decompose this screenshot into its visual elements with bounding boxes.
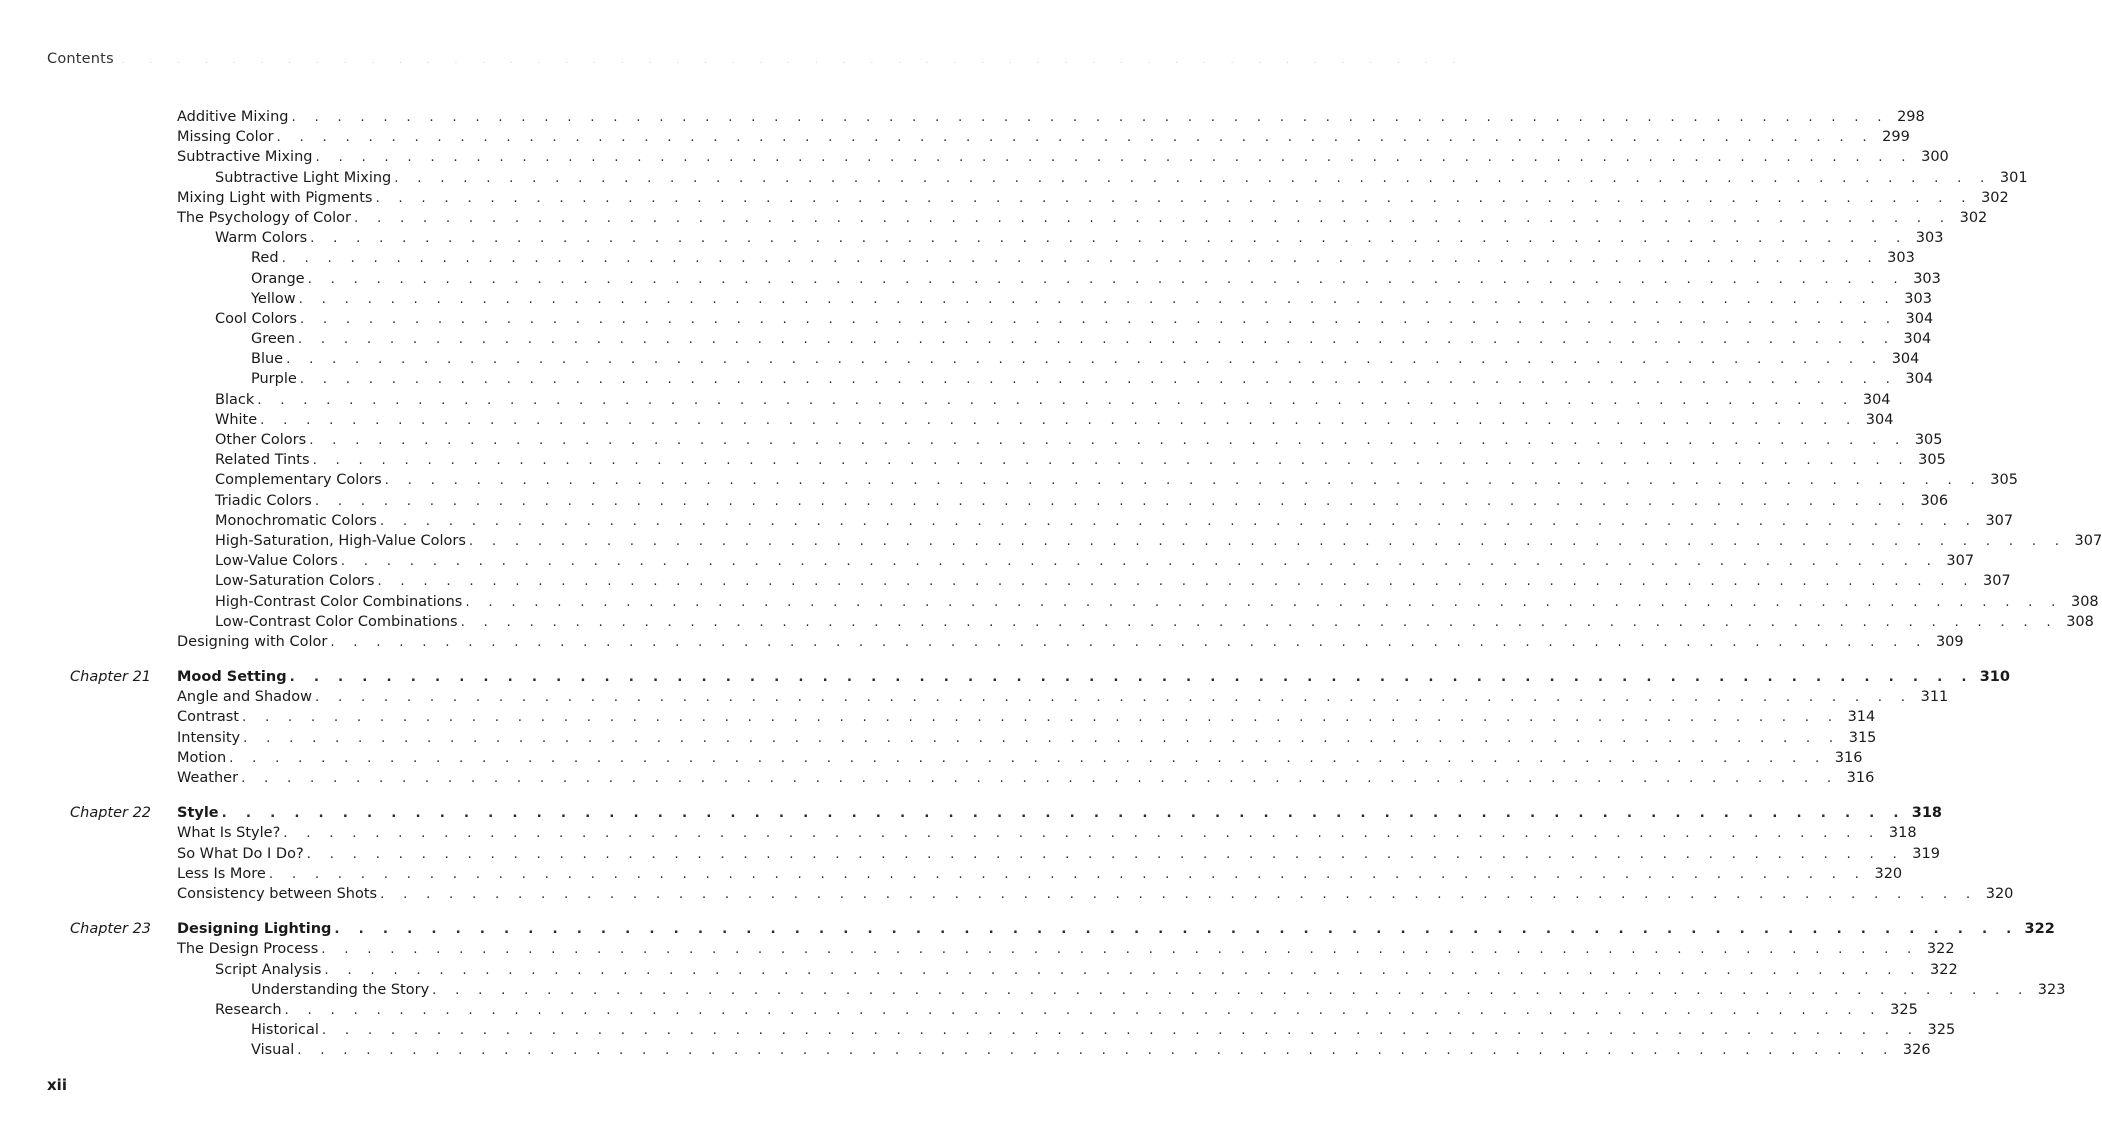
toc-entry-title: Green [251, 331, 295, 348]
toc-entry [0, 980, 2066, 1000]
toc-page-number: 307 [1983, 573, 2011, 590]
toc-page-number: 311 [1920, 689, 1949, 706]
toc-entry-title: Designing with Color [177, 633, 328, 650]
toc-page-number: 304 [1905, 371, 1934, 388]
page-number: xii [47, 1076, 67, 1094]
toc-page-number: 323 [2037, 981, 2066, 998]
toc-entry-line [251, 329, 1932, 349]
toc-entry-line [177, 864, 1903, 884]
toc-entry [0, 127, 1910, 147]
toc-entry-line [177, 939, 1955, 959]
running-head-leader: . . . . . . . . . . . . . . . . . . . . . . . . . . . . . . . . . . . . . . . . . . . . . . . . . [121, 56, 1467, 66]
toc-entry [0, 410, 1894, 430]
toc-entry-title: Blue [251, 351, 284, 368]
toc-page-number: 307 [2074, 532, 2102, 549]
toc-dot-leader: . . . . . . . . . . . . . . . . . . . . . . . . . . . . . . . . . . . . . . . . . . . . . . . . . . . . . . . . . . . . . . . . . . . . . . [321, 1022, 1920, 1039]
toc-dot-leader: . . . . . . . . . . . . . . . . . . . . . . . . . . . . . . . . . . . . . . . . . . . . . . . . . . . . . . . . . . . . . . . . . . . . . . [394, 169, 1992, 186]
chapter-label: Chapter 22 [70, 805, 152, 822]
toc-entry-line [177, 884, 2014, 904]
toc-entry-line [215, 410, 1894, 430]
toc-page-number: 304 [1862, 391, 1891, 408]
toc-entry [0, 884, 2014, 904]
toc-page-number: 325 [1890, 1001, 1918, 1018]
toc-dot-leader: . . . . . . . . . . . . . . . . . . . . . . . . . . . . . . . . . . . . . . . . . . . . . . . . . . . . . . . . . . . . . . . . . . . . . . [299, 371, 1898, 388]
toc-entry-title: What Is Style? [177, 825, 281, 842]
toc-page-number: 305 [1918, 452, 1946, 469]
toc-entry-line [177, 127, 1910, 147]
toc-page-number: 308 [2070, 593, 2099, 610]
toc-entry-line [251, 369, 1934, 389]
toc-page-number: 304 [1903, 331, 1932, 348]
running-head [47, 51, 1467, 67]
toc-entry-title: Motion [177, 749, 227, 766]
toc-entry-line [215, 491, 1949, 511]
toc-entry-line [177, 147, 1949, 167]
toc-entry-title: Designing Lighting [177, 921, 332, 938]
toc-entry-title: Intensity [177, 729, 241, 746]
toc-entry [0, 168, 2028, 188]
toc-page-number: 322 [1926, 941, 1955, 958]
toc-entry [0, 823, 1917, 843]
toc-entry [0, 188, 2009, 208]
toc-entry-title: Cool Colors [215, 310, 297, 327]
toc-dot-leader: . . . . . . . . . . . . . . . . . . . . . . . . . . . . . . . . . . . . . . . . . . . . . . . . . . . . . . . . . . . . . . . . . . . . . . [309, 432, 1907, 448]
toc-entry [0, 707, 1876, 727]
toc-dot-leader: . . . . . . . . . . . . . . . . . . . . . . . . . . . . . . . . . . . . . . . . . . . . . . . . . . . . . . . . . . . . . . . . . . . . . . [460, 613, 2058, 630]
toc-dot-leader: . . . . . . . . . . . . . . . . . . . . . . . . . . . . . . . . . . . . . . . . . . . . . . . . . . . . . . . . . . . . . . . . . . . . . . [276, 129, 1874, 146]
toc-page-number: 307 [1985, 512, 2014, 529]
toc-entry-line [215, 551, 1975, 571]
toc-entry-title: Missing Color [177, 129, 274, 146]
toc-entry [0, 329, 1932, 349]
toc-dot-leader: . . . . . . . . . . . . . . . . . . . . . . . . . . . . . . . . . . . . . . . . . . . . . . . . . . . . . . . . . . . . . . . . . . . . . . [375, 189, 1973, 206]
toc-entry-line [215, 470, 2018, 490]
toc-dot-leader: . . . . . . . . . . . . . . . . . . . . . . . . . . . . . . . . . . . . . . . . . . . . . . . . . . . . . . . . . . . . . . . . . . . . . . [291, 109, 1889, 125]
toc-entry [0, 369, 1934, 389]
toc-entry-line [215, 430, 1943, 450]
toc-entry-title: Research [215, 1001, 282, 1018]
toc-entry [0, 269, 1941, 289]
toc-entry-line [177, 687, 1949, 707]
toc-dot-leader: . . . . . . . . . . . . . . . . . . . . . . . . . . . . . . . . . . . . . . . . . . . . . . . . . . . . . . . . . . . . . . . . . . . . . . [268, 865, 1867, 882]
toc-page-number: 310 [1979, 669, 2010, 686]
toc-entry-line [215, 960, 1958, 980]
toc-page-number: 316 [1834, 749, 1863, 766]
toc-entry-title: Mixing Light with Pigments [177, 189, 373, 206]
toc-page-number: 322 [2024, 921, 2055, 938]
toc-entry-line [251, 248, 1915, 268]
toc-dot-leader: . . . . . . . . . . . . . . . . . . . . . . . . . . . . . . . . . . . . . . . . . . . . . . . . . . . . . . . . . . . . . . . . . . . . . . [243, 729, 1841, 746]
toc-entry-title: Orange [251, 270, 305, 287]
toc-dot-leader: . . . . . . . . . . . . . . . . . . . . . . . . . . . . . . . . . . . . . . . . . . . . . . . . . . . . . . . . . . . . . . . . . . . . . . [307, 270, 1905, 287]
chapter-label: Chapter 23 [70, 921, 152, 938]
toc-entry-title: Monochromatic Colors [215, 512, 377, 529]
toc-entry-title: Historical [251, 1022, 319, 1039]
toc-page-number: 304 [1905, 310, 1934, 327]
toc-dot-leader: . . . . . . . . . . . . . . . . . . . . . . . . . . . . . . . . . . . . . . . . . . . . . . . . . . . . . . . . . . . . . . . . . . . . . . [334, 921, 2019, 938]
toc-page-number: 309 [1935, 633, 1964, 650]
toc-dot-leader: . . . . . . . . . . . . . . . . . . . . . . . . . . . . . . . . . . . . . . . . . . . . . . . . . . . . . . . . . . . . . . . . . . . . . . [465, 593, 2063, 610]
toc-dot-leader: . . . . . . . . . . . . . . . . . . . . . . . . . . . . . . . . . . . . . . . . . . . . . . . . . . . . . . . . . . . . . . . . . . . . . . [384, 472, 1982, 489]
toc-entry-line [215, 592, 2099, 612]
toc-dot-leader: . . . . . . . . . . . . . . . . . . . . . . . . . . . . . . . . . . . . . . . . . . . . . . . . . . . . . . . . . . . . . . . . . . . . . . [299, 310, 1898, 327]
toc-entry-title: Additive Mixing [177, 109, 289, 125]
toc-entry-line [177, 844, 1940, 864]
toc-dot-leader: . . . . . . . . . . . . . . . . . . . . . . . . . . . . . . . . . . . . . . . . . . . . . . . . . . . . . . . . . . . . . . . . . . . . . . [298, 290, 1896, 307]
toc-entry [0, 551, 1975, 571]
toc-entry-title: Visual [251, 1042, 295, 1059]
toc-entry-line [215, 450, 1946, 470]
toc-entry-line [215, 1000, 1918, 1020]
toc-page-number: 315 [1848, 729, 1877, 746]
toc-entry [0, 612, 2094, 632]
toc-entry [0, 728, 1877, 748]
toc-entry-line [177, 728, 1877, 748]
toc-entry-line [215, 571, 2011, 591]
toc-entry-title: Weather [177, 770, 239, 786]
toc-entry-line [215, 390, 1891, 410]
toc-entry-title: Related Tints [215, 452, 310, 469]
toc-entry-line [177, 919, 2055, 939]
toc-page-number: 318 [1911, 805, 1943, 822]
toc-entry-title: Consistency between Shots [177, 885, 378, 902]
toc-dot-leader: . . . . . . . . . . . . . . . . . . . . . . . . . . . . . . . . . . . . . . . . . . . . . . . . . . . . . . . . . . . . . . . . . . . . . . [229, 749, 1827, 766]
toc-entry [0, 309, 1934, 329]
toc-entry [0, 748, 1863, 768]
toc-entry [0, 960, 1958, 980]
running-title: Contents [47, 51, 114, 67]
toc-entry [0, 864, 1903, 884]
toc-page-number: 299 [1882, 129, 1910, 146]
toc-dot-leader: . . . . . . . . . . . . . . . . . . . . . . . . . . . . . . . . . . . . . . . . . . . . . . . . . . . . . . . . . . . . . . . . . . . . . . [340, 553, 1939, 570]
toc-dot-leader: . . . . . . . . . . . . . . . . . . . . . . . . . . . . . . . . . . . . . . . . . . . . . . . . . . . . . . . . . . . . . . . . . . . . . . [241, 709, 1840, 726]
toc-page-number: 303 [1904, 290, 1932, 307]
toc-entry [0, 571, 2011, 591]
toc-page-number: 303 [1887, 250, 1915, 267]
toc-dot-leader: . . . . . . . . . . . . . . . . . . . . . . . . . . . . . . . . . . . . . . . . . . . . . . . . . . . . . . . . . . . . . . . . . . . . . . [297, 331, 1896, 348]
toc-page-number: 305 [1914, 432, 1943, 448]
toc-chapter-row [0, 919, 2055, 939]
toc-entry-line [177, 707, 1876, 727]
toc-entry [0, 844, 1940, 864]
toc-dot-leader: . . . . . . . . . . . . . . . . . . . . . . . . . . . . . . . . . . . . . . . . . . . . . . . . . . . . . . . . . . . . . . . . . . . . . . [321, 941, 1919, 958]
toc-dot-leader: . . . . . . . . . . . . . . . . . . . . . . . . . . . . . . . . . . . . . . . . . . . . . . . . . . . . . . . . . . . . . . . . . . . . . . [289, 669, 1974, 686]
toc-entry-line [215, 531, 2102, 551]
toc-page-number: 303 [1915, 230, 1944, 247]
toc-entry [0, 1000, 1918, 1020]
toc-entry-title: The Design Process [177, 941, 319, 958]
toc-page-number: 303 [1913, 270, 1941, 287]
toc-entry-line [177, 803, 1943, 823]
toc-entry-line [251, 1020, 1956, 1040]
toc-entry-title: Style [177, 805, 219, 822]
toc-entry [0, 450, 1946, 470]
toc-entry-line [215, 309, 1934, 329]
toc-dot-leader: . . . . . . . . . . . . . . . . . . . . . . . . . . . . . . . . . . . . . . . . . . . . . . . . . . . . . . . . . . . . . . . . . . . . . . [241, 770, 1839, 786]
toc-entry [0, 470, 2018, 490]
toc-entry-line [177, 107, 1925, 127]
toc-dot-leader: . . . . . . . . . . . . . . . . . . . . . . . . . . . . . . . . . . . . . . . . . . . . . . . . . . . . . . . . . . . . . . . . . . . . . . [432, 981, 2030, 998]
toc-entry [0, 107, 1925, 127]
toc-dot-leader: . . . . . . . . . . . . . . . . . . . . . . . . . . . . . . . . . . . . . . . . . . . . . . . . . . . . . . . . . . . . . . . . . . . . . . [297, 1042, 1895, 1059]
toc-entry-title: So What Do I Do? [177, 845, 304, 862]
toc-page-number: 325 [1927, 1022, 1956, 1039]
toc-dot-leader: . . . . . . . . . . . . . . . . . . . . . . . . . . . . . . . . . . . . . . . . . . . . . . . . . . . . . . . . . . . . . . . . . . . . . . [221, 805, 1906, 822]
toc-page-number: 300 [1921, 149, 1949, 166]
toc-entry [0, 592, 2099, 612]
toc-entry [0, 1020, 1956, 1040]
toc-entry-title: Script Analysis [215, 961, 322, 978]
toc-entry-title: Complementary Colors [215, 472, 382, 489]
toc-entry [0, 147, 1949, 167]
toc-dot-leader: . . . . . . . . . . . . . . . . . . . . . . . . . . . . . . . . . . . . . . . . . . . . . . . . . . . . . . . . . . . . . . . . . . . . . . [379, 512, 1978, 529]
table-of-contents [0, 107, 2102, 1060]
toc-entry [0, 228, 1944, 248]
toc-entry-line [251, 1040, 1931, 1060]
toc-page-number: 319 [1912, 845, 1940, 862]
toc-page-number: 305 [1990, 472, 2018, 489]
toc-entry-title: Other Colors [215, 432, 307, 448]
toc-entry-line [251, 349, 1920, 369]
toc-entry-title: Angle and Shadow [177, 689, 312, 706]
toc-dot-leader: . . . . . . . . . . . . . . . . . . . . . . . . . . . . . . . . . . . . . . . . . . . . . . . . . . . . . . . . . . . . . . . . . . . . . . [314, 689, 1913, 706]
toc-page-number: 326 [1902, 1042, 1931, 1059]
toc-entry-line [215, 228, 1944, 248]
toc-page-number: 318 [1888, 825, 1917, 842]
toc-entry-title: Subtractive Mixing [177, 149, 313, 166]
toc-entry [0, 939, 1955, 959]
toc-entry-title: Low-Contrast Color Combinations [215, 613, 458, 630]
toc-entry-line [215, 612, 2094, 632]
toc-dot-leader: . . . . . . . . . . . . . . . . . . . . . . . . . . . . . . . . . . . . . . . . . . . . . . . . . . . . . . . . . . . . . . . . . . . . . . [260, 411, 1858, 428]
toc-entry [0, 768, 1875, 788]
toc-entry-title: Contrast [177, 709, 239, 726]
toc-dot-leader: . . . . . . . . . . . . . . . . . . . . . . . . . . . . . . . . . . . . . . . . . . . . . . . . . . . . . . . . . . . . . . . . . . . . . . [286, 351, 1884, 368]
toc-entry-line [215, 168, 2028, 188]
toc-entry-title: The Psychology of Color [177, 209, 351, 226]
toc-dot-leader: . . . . . . . . . . . . . . . . . . . . . . . . . . . . . . . . . . . . . . . . . . . . . . . . . . . . . . . . . . . . . . . . . . . . . . [283, 825, 1881, 842]
toc-entry-title: White [215, 411, 258, 428]
toc-page-number: 301 [1999, 169, 2028, 186]
toc-page-number: 302 [1959, 209, 1988, 226]
toc-dot-leader: . . . . . . . . . . . . . . . . . . . . . . . . . . . . . . . . . . . . . . . . . . . . . . . . . . . . . . . . . . . . . . . . . . . . . . [315, 149, 1913, 166]
toc-entry [0, 511, 2014, 531]
toc-entry-line [177, 768, 1875, 788]
toc-page-number: 314 [1847, 709, 1876, 726]
toc-dot-leader: . . . . . . . . . . . . . . . . . . . . . . . . . . . . . . . . . . . . . . . . . . . . . . . . . . . . . . . . . . . . . . . . . . . . . . [353, 209, 1952, 226]
toc-entry-title: Mood Setting [177, 669, 287, 686]
toc-entry [0, 491, 1949, 511]
toc-dot-leader: . . . . . . . . . . . . . . . . . . . . . . . . . . . . . . . . . . . . . . . . . . . . . . . . . . . . . . . . . . . . . . . . . . . . . . [324, 961, 1922, 978]
toc-page-number: 320 [1874, 865, 1903, 882]
toc-dot-leader: . . . . . . . . . . . . . . . . . . . . . . . . . . . . . . . . . . . . . . . . . . . . . . . . . . . . . . . . . . . . . . . . . . . . . . [281, 250, 1879, 267]
toc-entry [0, 390, 1891, 410]
toc-entry-line [251, 289, 1932, 309]
toc-entry [0, 248, 1915, 268]
toc-dot-leader: . . . . . . . . . . . . . . . . . . . . . . . . . . . . . . . . . . . . . . . . . . . . . . . . . . . . . . . . . . . . . . . . . . . . . . [380, 885, 1978, 902]
toc-dot-leader: . . . . . . . . . . . . . . . . . . . . . . . . . . . . . . . . . . . . . . . . . . . . . . . . . . . . . . . . . . . . . . . . . . . . . . [377, 573, 1975, 590]
toc-page-number: 322 [1930, 961, 1958, 978]
toc-chapter-row [0, 667, 2010, 687]
toc-page-number: 307 [1946, 553, 1975, 570]
toc-entry [0, 349, 1920, 369]
toc-entry-title: Triadic Colors [215, 492, 312, 509]
toc-entry-title: High-Saturation, High-Value Colors [215, 532, 466, 549]
chapter-label: Chapter 21 [70, 669, 152, 686]
toc-dot-leader: . . . . . . . . . . . . . . . . . . . . . . . . . . . . . . . . . . . . . . . . . . . . . . . . . . . . . . . . . . . . . . . . . . . . . . [306, 845, 1904, 862]
toc-entry-title: Low-Value Colors [215, 553, 338, 570]
toc-entry [0, 208, 1988, 228]
toc-entry-line [177, 667, 2010, 687]
toc-entry-line [177, 823, 1917, 843]
toc-entry [0, 531, 2102, 551]
toc-dot-leader: . . . . . . . . . . . . . . . . . . . . . . . . . . . . . . . . . . . . . . . . . . . . . . . . . . . . . . . . . . . . . . . . . . . . . . [257, 391, 1855, 408]
toc-page-number: 304 [1865, 411, 1894, 428]
toc-entry-title: Less Is More [177, 865, 266, 882]
toc-page-number: 298 [1897, 109, 1925, 125]
toc-entry [0, 687, 1949, 707]
toc-entry-title: Purple [251, 371, 297, 388]
toc-page-number: 304 [1891, 351, 1920, 368]
toc-page-number: 320 [1985, 885, 2014, 902]
toc-entry-line [177, 188, 2009, 208]
toc-dot-leader: . . . . . . . . . . . . . . . . . . . . . . . . . . . . . . . . . . . . . . . . . . . . . . . . . . . . . . . . . . . . . . . . . . . . . . [284, 1001, 1882, 1018]
toc-entry-title: Understanding the Story [251, 981, 430, 998]
toc-page-number: 302 [1981, 189, 2009, 206]
toc-entry-line [251, 980, 2066, 1000]
toc-entry-line [251, 269, 1941, 289]
toc-page-number: 306 [1920, 492, 1949, 509]
toc-page-number: 308 [2066, 613, 2094, 630]
toc-entry-title: Yellow [251, 290, 296, 307]
toc-page-number: 316 [1846, 770, 1875, 786]
toc-entry-title: Red [251, 250, 279, 267]
toc-dot-leader: . . . . . . . . . . . . . . . . . . . . . . . . . . . . . . . . . . . . . . . . . . . . . . . . . . . . . . . . . . . . . . . . . . . . . . [330, 633, 1928, 650]
toc-entry-title: Subtractive Light Mixing [215, 169, 392, 186]
toc-dot-leader: . . . . . . . . . . . . . . . . . . . . . . . . . . . . . . . . . . . . . . . . . . . . . . . . . . . . . . . . . . . . . . . . . . . . . . [312, 452, 1910, 469]
toc-entry-line [177, 632, 1964, 652]
toc-entry [0, 632, 1964, 652]
toc-entry-title: Black [215, 391, 255, 408]
toc-entry [0, 430, 1943, 450]
toc-entry [0, 289, 1932, 309]
toc-entry-line [177, 748, 1863, 768]
toc-dot-leader: . . . . . . . . . . . . . . . . . . . . . . . . . . . . . . . . . . . . . . . . . . . . . . . . . . . . . . . . . . . . . . . . . . . . . . [314, 492, 1913, 509]
toc-chapter-row [0, 803, 1943, 823]
toc-entry-title: High-Contrast Color Combinations [215, 593, 463, 610]
toc-entry-line [215, 511, 2014, 531]
toc-dot-leader: . . . . . . . . . . . . . . . . . . . . . . . . . . . . . . . . . . . . . . . . . . . . . . . . . . . . . . . . . . . . . . . . . . . . . . [468, 532, 2067, 549]
toc-entry-title: Low-Saturation Colors [215, 573, 375, 590]
toc-entry-line [177, 208, 1988, 228]
toc-dot-leader: . . . . . . . . . . . . . . . . . . . . . . . . . . . . . . . . . . . . . . . . . . . . . . . . . . . . . . . . . . . . . . . . . . . . . . [310, 230, 1908, 247]
toc-entry-title: Warm Colors [215, 230, 308, 247]
toc-entry [0, 1040, 1931, 1060]
